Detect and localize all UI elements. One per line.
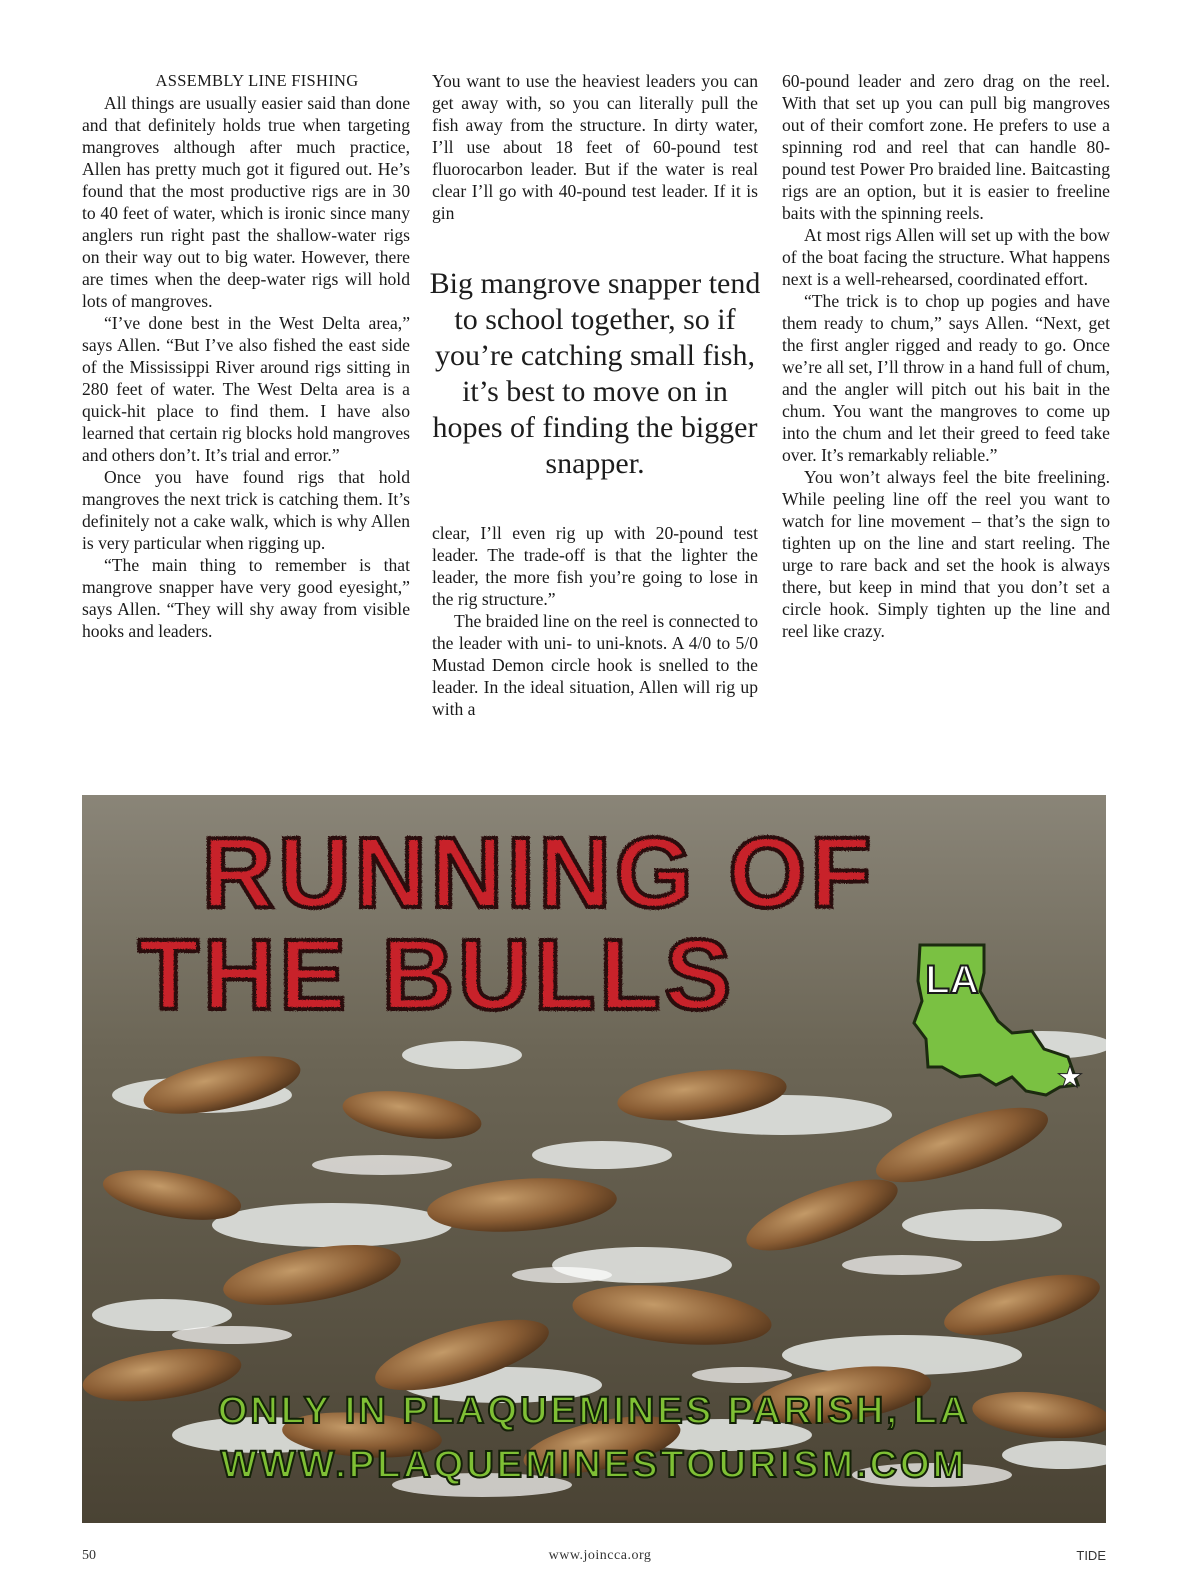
article-column-1 xyxy=(82,70,410,642)
ad-artwork xyxy=(82,795,1106,1523)
state-badge: LA xyxy=(925,958,979,1002)
ad-headline-line2: THE BULLS xyxy=(138,919,736,1031)
ad-tagline: ONLY IN PLAQUEMINES PARISH, LA xyxy=(217,1390,971,1432)
paragraph: clear, I’ll even rig up with 20-pound test leader. The trade-off is that the lighter the leader, the more fish you’re going to lose in the rig structure.” xyxy=(432,523,758,609)
star-icon: ★ xyxy=(1056,1060,1084,1095)
ad-url[interactable]: WWW.PLAQUEMINESTOURISM.COM xyxy=(220,1444,968,1486)
footer-url[interactable]: www.joincca.org xyxy=(548,1548,652,1563)
page-number: 50 xyxy=(82,1548,96,1563)
paragraph: All things are usually easier said than done and that definitely holds true when targeting mangroves although after much practice, Allen has pretty much got it figured out. He’s found that the most productive rigs are in 30 to 40 feet of water, which is ironic since many anglers run right past the shallow-water rigs on their way out to big water. However, there are times when the deep-water rigs will hold lots of mangroves. xyxy=(82,93,410,311)
paragraph: You won’t always feel the bite freelining. While peeling line off the reel you want to watch for line movement – that’s the sign to tighten up on the line and start reeling. The urge to rare back and set the hook is always there, but keep in mind that you don’t set a circle hook. Simply tighten up the line and reel like crazy. xyxy=(782,467,1110,641)
paragraph: “The trick is to chop up pogies and have them ready to chum,” says Allen. “Next, get the first angler rigged and ready to go. Once we’re all set, I’ll throw in a hand full of chum, and the angler will pitch out his bait in the chum. You want the mangroves to come up into the chum and let their greed to feed take over. It’s remarkably reliable.” xyxy=(782,291,1110,465)
article-column-2 xyxy=(429,70,761,720)
paragraph: 60-pound leader and zero drag on the reel. With that set up you can pull big mangroves out of their comfort zone. He prefers to use a spinning rod and reel that can handle 80-pound test Power Pro braided line. Baitcasting rigs are an option, but it is easier to freeline baits with the spinning reels. xyxy=(782,71,1110,223)
paragraph: At most rigs Allen will set up with the bow of the boat facing the structure. What happens next is a well-rehearsed, coordinated effort. xyxy=(782,225,1110,289)
paragraph: “I’ve done best in the West Delta area,” says Allen. “But I’ve also fished the east side of the Mississippi River around rigs sitting in 280 feet of water. The West Delta area is a quick-hit place to find them. I have also learned that certain rig blocks hold mangroves and others don’t. It’s trial and error.” xyxy=(82,313,410,465)
paragraph: “The main thing to remember is that mangrove snapper have very good eyesight,” says Allen. “They will shy away from visible hooks and leaders. xyxy=(82,555,410,641)
ad-headline-line1: RUNNING OF xyxy=(202,817,876,929)
paragraph: Once you have found rigs that hold mangroves the next trick is catching them. It’s definitely not a cake walk, which is why Allen is very particular when rigging up. xyxy=(82,467,410,553)
paragraph: The braided line on the reel is connected to the leader with uni- to uni-knots. A 4/0 to 5/0 Mustad Demon circle hook is snelled to the leader. In the ideal situation, Allen will rig up with a xyxy=(432,611,758,719)
article-column-3 xyxy=(782,70,1110,642)
magazine-name: TIDE xyxy=(1076,1548,1106,1563)
section-heading: ASSEMBLY LINE FISHING xyxy=(155,71,359,90)
advertisement[interactable] xyxy=(82,795,1106,1523)
paragraph: You want to use the heaviest leaders you can get away with, so you can literally pull the fish away from the structure. In dirty water, I’ll use about 18 feet of 60-pound test fluorocarbon leader. But if the water is real clear I’ll go with 40-pound test leader. If it is gin xyxy=(432,71,758,223)
pull-quote: Big mangrove snapper tend to school together, so if you’re catching small fish, it’s best to move on in hopes of finding the bigger snapper. xyxy=(429,267,761,480)
